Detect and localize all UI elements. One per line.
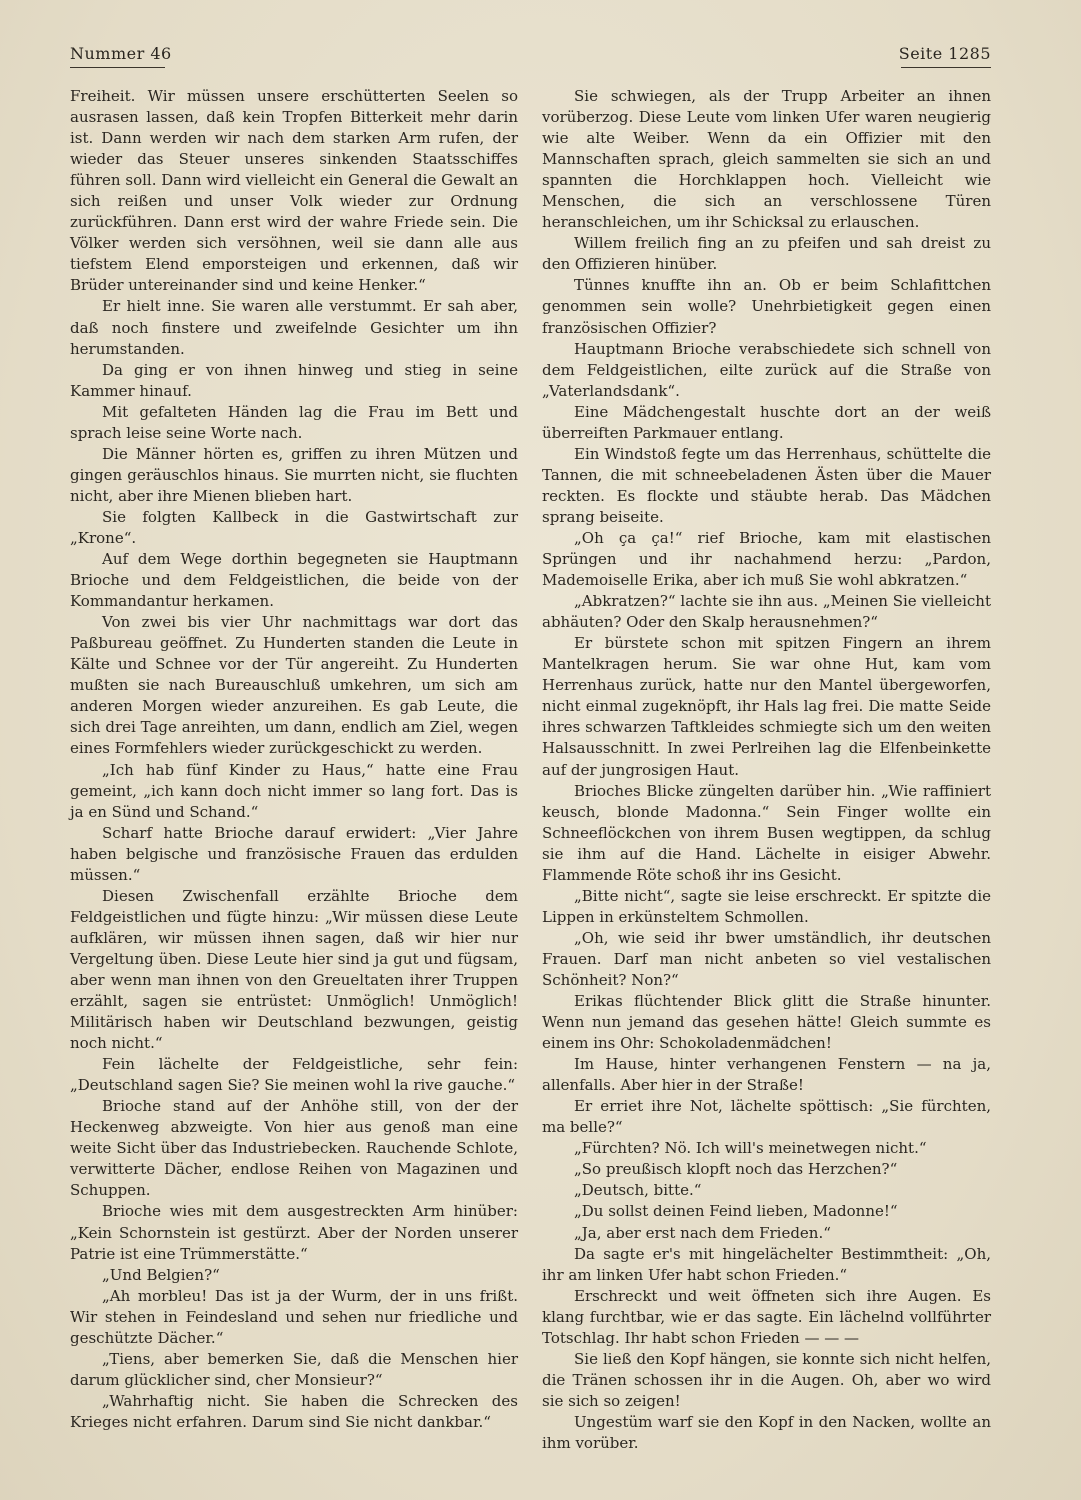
paragraph: „Und Belgien?“ xyxy=(102,1265,220,1284)
header-rule-right xyxy=(901,67,991,68)
paragraph: Brioches Blicke züngelten darüber hin. „Wie raffiniert keusch, blonde Madonna.“ Sein Finger wollte ein Schneeflöckchen von ihrem Busen wegtippen, da schlug sie ihm auf die Hand. Lächelte in eisiger Abwehr. Flammende Röte schoß ihr ins Gesicht. xyxy=(542,781,991,884)
paragraph: Ungestüm warf sie den Kopf in den Nacken, wollte an ihm vorüber. xyxy=(542,1412,991,1452)
paragraph: „Oh, wie seid ihr bwer umständlich, ihr deutschen Frauen. Darf man nicht anbeten so viel vestalischen Schönheit? Non?“ xyxy=(542,928,991,989)
paragraph: „Du sollst deinen Feind lieben, Madonne!“ xyxy=(574,1202,898,1221)
paragraph: Sie schwiegen, als der Trupp Arbeiter an ihnen vorüberzog. Diese Leute vom linken Ufer waren neugierig wie alte Weiber. Wenn da ein Offizier mit den Mannschaften sprach, gleich sammelten sie sich an und spannten die Horchklappen hoch. Vielleicht wie Menschen, die sich an verschlossene Türen heranschleichen, um ihr Schicksal zu erlauschen. xyxy=(542,87,991,232)
paragraph: Tünnes knuffte ihn an. Ob er beim Schlafittchen genommen sein wolle? Unehrbietigkeit gegen einen französischen Offizier? xyxy=(542,276,991,337)
paragraph: Fein lächelte der Feldgeistliche, sehr fein: „Deutschland sagen Sie? Sie meinen wohl la rive gauche.“ xyxy=(70,1055,518,1095)
page-number: Seite 1285 xyxy=(898,44,991,63)
paragraph: „Ich hab fünf Kinder zu Haus,“ hatte eine Frau gemeint, „ich kann doch nicht immer so lang fort. Das is ja en Sünd und Schand.“ xyxy=(70,760,518,821)
paragraph: „Ah morbleu! Das ist ja der Wurm, der in uns frißt. Wir stehen in Feindesland und sehen nur friedliche und geschützte Dächer.“ xyxy=(70,1286,518,1347)
paragraph: Im Hause, hinter verhangenen Fenstern — na ja, allenfalls. Aber hier in der Straße! xyxy=(542,1055,991,1095)
paragraph: Sie ließ den Kopf hängen, sie konnte sich nicht helfen, die Tränen schossen ihr in die Augen. Oh, aber wo wird sie sich so zeigen! xyxy=(542,1349,991,1410)
paragraph: Eine Mädchengestalt huschte dort an der weiß überreiften Parkmauer entlang. xyxy=(542,402,991,442)
paragraph: Er hielt inne. Sie waren alle verstummt. Er sah aber, daß noch finstere und zweifelnde Gesichter um ihn herumstanden. xyxy=(70,297,518,358)
header-rule-left xyxy=(70,67,165,68)
paragraph: Mit gefalteten Händen lag die Frau im Bett und sprach leise seine Worte nach. xyxy=(70,402,518,442)
paragraph: Von zwei bis vier Uhr nachmittags war dort das Paßbureau geöffnet. Zu Hunderten standen die Leute in Kälte und Schnee vor der Tür angereiht. Zu Hunderten mußten sie nach Bureauschluß umkehren, um sich am anderen Morgen wieder anzureihen. Es gab Leute, die sich drei Tage anreihten, um dann, endlich am Ziel, wegen eines Formfehlers wieder zurückgeschickt zu werden. xyxy=(70,613,518,758)
issue-number: Nummer 46 xyxy=(70,44,172,63)
text-column-right xyxy=(542,86,991,1454)
paragraph: „Fürchten? Nö. Ich will's meinetwegen nicht.“ xyxy=(574,1139,927,1158)
paragraph: „Deutsch, bitte.“ xyxy=(574,1181,702,1200)
paragraph: „Abkratzen?“ lachte sie ihn aus. „Meinen Sie vielleicht abhäuten? Oder den Skalp herausnehmen?“ xyxy=(542,592,991,632)
paragraph: Erschreckt und weit öffneten sich ihre Augen. Es klang furchtbar, wie er das sagte. Ein lächelnd vollführter Totschlag. Ihr habt schon Frieden — — — xyxy=(542,1286,991,1347)
page-header xyxy=(70,44,991,70)
paragraph: Erikas flüchtender Blick glitt die Straße hinunter. Wenn nun jemand das gesehen hätte! Gleich summte es einem ins Ohr: Schokoladenmädchen! xyxy=(542,992,991,1053)
paragraph: Scharf hatte Brioche darauf erwidert: „Vier Jahre haben belgische und französische Frauen das erdulden müssen.“ xyxy=(70,823,518,884)
paragraph: Auf dem Wege dorthin begegneten sie Hauptmann Brioche und dem Feldgeistlichen, die beide von der Kommandantur herkamen. xyxy=(70,550,518,611)
paragraph: Willem freilich fing an zu pfeifen und sah dreist zu den Offizieren hinüber. xyxy=(542,234,991,274)
paragraph: Diesen Zwischenfall erzählte Brioche dem Feldgeistlichen und fügte hinzu: „Wir müssen diese Leute aufklären, wir müssen ihnen sagen, daß wir hier nur Vergeltung üben. Diese Leute hier sind ja gut und fügsam, aber wenn man ihnen von den Greueltaten ihrer Truppen erzählt, sagen sie entrüstet: Unmöglich! Unmöglich! Militärisch haben wir Deutschland bezwungen, geistig noch nicht.“ xyxy=(70,886,518,1053)
paragraph: „Ja, aber erst nach dem Frieden.“ xyxy=(574,1223,831,1242)
paragraph: „Tiens, aber bemerken Sie, daß die Menschen hier darum glücklicher sind, cher Monsieur?“ xyxy=(70,1349,518,1389)
paragraph: Brioche stand auf der Anhöhe still, von der der Heckenweg abzweigte. Von hier aus genoß man eine weite Sicht über das Industriebecken. Rauchende Schlote, verwitterte Dächer, endlose Reihen von Magazinen und Schuppen. xyxy=(70,1097,518,1200)
text-column-left xyxy=(70,86,518,1433)
paragraph: Ein Windstoß fegte um das Herrenhaus, schüttelte die Tannen, die mit schneebeladenen Ästen über die Mauer reckten. Es flockte und stäubte herab. Das Mädchen sprang beiseite. xyxy=(542,444,991,526)
paragraph: Hauptmann Brioche verabschiedete sich schnell von dem Feldgeistlichen, eilte zurück auf die Straße von „Vaterlandsdank“. xyxy=(542,339,991,400)
paragraph: „Oh ça ça!“ rief Brioche, kam mit elastischen Sprüngen und ihr nachahmend herzu: „Pardon, Mademoiselle Erika, aber ich muß Sie wohl abkratzen.“ xyxy=(542,528,991,590)
paragraph: Da sagte er's mit hingelächelter Bestimmtheit: „Oh, ihr am linken Ufer habt schon Frieden.“ xyxy=(542,1244,991,1284)
paragraph: Er erriet ihre Not, lächelte spöttisch: „Sie fürchten, ma belle?“ xyxy=(542,1097,991,1137)
paragraph: Da ging er von ihnen hinweg und stieg in seine Kammer hinauf. xyxy=(70,360,518,400)
paragraph: Freiheit. Wir müssen unsere erschütterten Seelen so ausrasen lassen, daß kein Tropfen Bitterkeit mehr darin ist. Dann werden wir nach dem starken Arm rufen, der wieder das Steuer unseres sinkenden Staatsschiffes führen soll. Dann wird vielleicht ein General die Gewalt an sich reißen und unser Volk wieder zur Ordnung zurückführen. Dann erst wird der wahre Friede sein. Die Völker werden sich versöhnen, weil sie dann alle aus tiefstem Elend emporsteigen und erkennen, daß wir Brüder untereinander sind und keine Henker.“ xyxy=(70,87,518,295)
paragraph: „Wahrhaftig nicht. Sie haben die Schrecken des Krieges nicht erfahren. Darum sind Sie nicht dankbar.“ xyxy=(70,1391,518,1431)
paragraph: Er bürstete schon mit spitzen Fingern an ihrem Mantelkragen herum. Sie war ohne Hut, kam vom Herrenhaus zurück, hatte nur den Mantel übergeworfen, nicht einmal zugeknöpft, ihr Hals lag frei. Die matte Seide ihres schwarzen Taftkleides schmiegte sich um den weiten Halsausschnitt. In zwei Perlreihen lag die Elfenbeinkette auf der jungrosigen Haut. xyxy=(542,634,991,779)
paragraph: Brioche wies mit dem ausgestreckten Arm hinüber: „Kein Schornstein ist gestürzt. Aber der Norden unserer Patrie ist eine Trümmerstätte.“ xyxy=(70,1202,518,1263)
paragraph: „So preußisch klopft noch das Herzchen?“ xyxy=(574,1160,898,1179)
paragraph: „Bitte nicht“, sagte sie leise erschreckt. Er spitzte die Lippen in erkünsteltem Schmollen. xyxy=(542,886,991,926)
paragraph: Sie folgten Kallbeck in die Gastwirtschaft zur „Krone“. xyxy=(70,507,518,547)
paragraph: Die Männer hörten es, griffen zu ihren Mützen und gingen geräuschlos hinaus. Sie murrten nicht, sie fluchten nicht, aber ihre Mienen blieben hart. xyxy=(70,444,518,505)
